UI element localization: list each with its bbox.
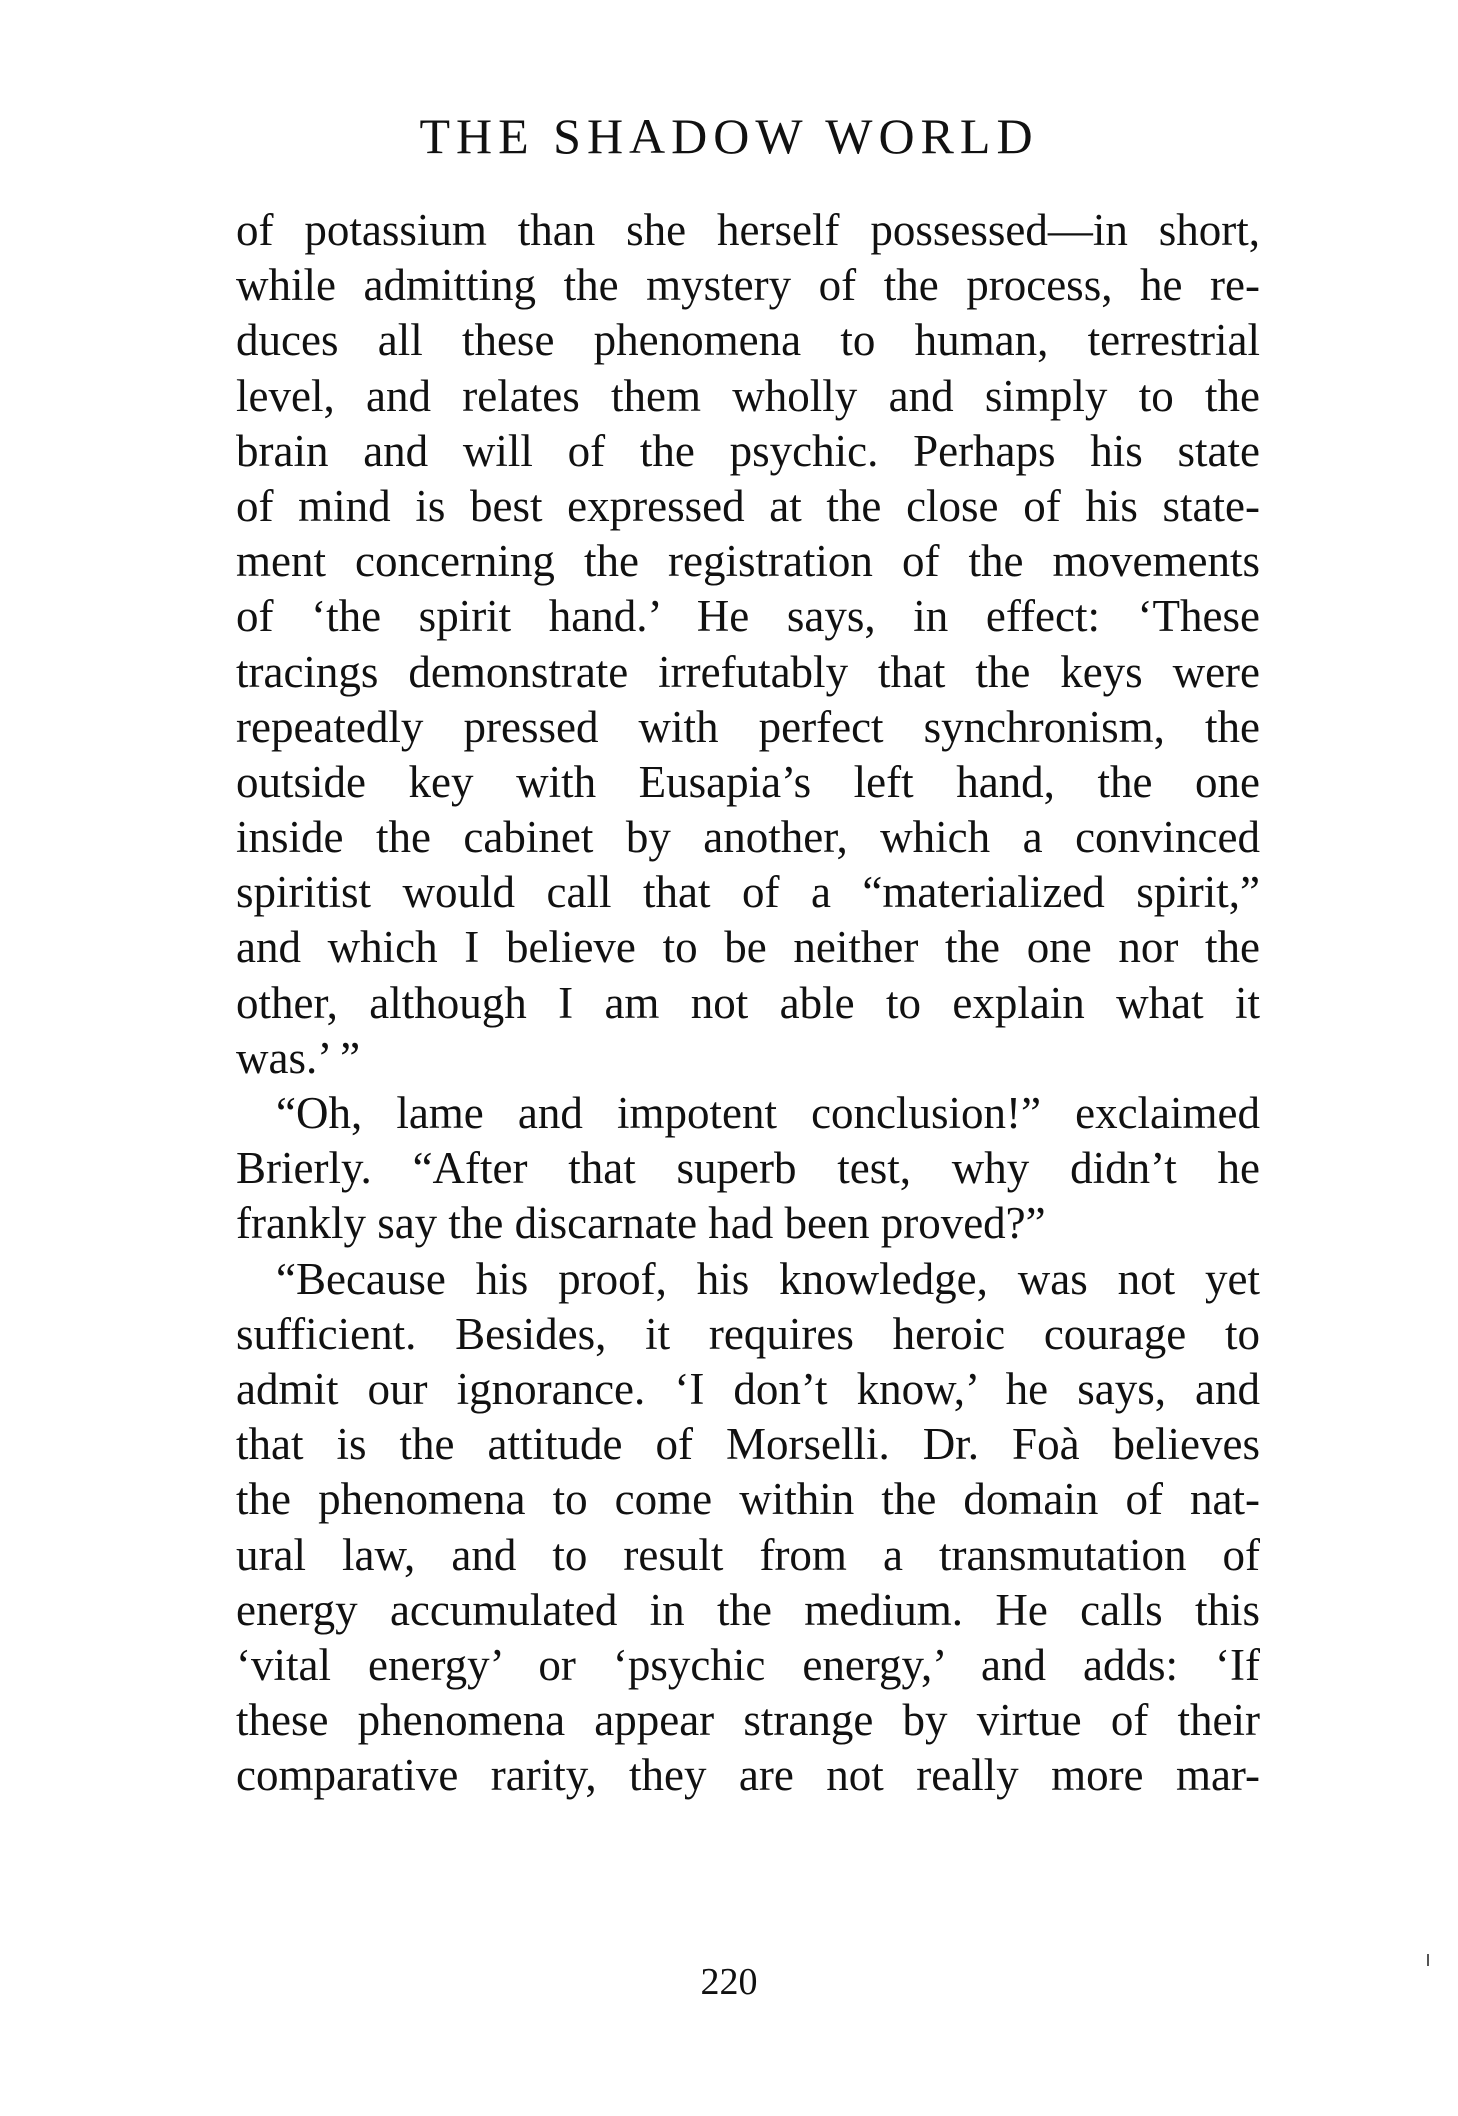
text-line: the phenomena to come within the domain of nat- (236, 1474, 1260, 1525)
text-line: ment concerning the registration of the movements (236, 536, 1260, 587)
text-line: spiritist would call that of a “materialized spirit,” (236, 867, 1260, 918)
text-line: outside key with Eusapia’s left hand, the one (236, 756, 1260, 807)
text-line: tracings demonstrate irrefutably that the keys were (236, 646, 1260, 697)
text-line: admit our ignorance. ‘I don’t know,’ he says, and (236, 1363, 1260, 1414)
text-line: of mind is best expressed at the close of his state- (236, 480, 1260, 531)
text-line: frankly say the discarnate had been proved?” (236, 1198, 1046, 1249)
text-line: ‘vital energy’ or ‘psychic energy,’ and adds: ‘If (236, 1639, 1260, 1690)
body-text (236, 203, 1260, 1803)
text-line: Brierly. “After that superb test, why didn’t he (236, 1143, 1260, 1194)
text-line: energy accumulated in the medium. He calls this (236, 1584, 1260, 1635)
text-line: brain and will of the psychic. Perhaps his state (236, 425, 1260, 476)
text-line: sufficient. Besides, it requires heroic courage to (236, 1308, 1260, 1359)
text-line: “Because his proof, his knowledge, was not yet (276, 1253, 1260, 1304)
text-line: “Oh, lame and impotent conclusion!” exclaimed (276, 1088, 1260, 1138)
text-line: of ‘the spirit hand.’ He says, in effect: ‘These (236, 591, 1260, 642)
text-line: other, although I am not able to explain what it (236, 977, 1260, 1028)
text-line: duces all these phenomena to human, terrestrial (236, 315, 1260, 366)
text-line: level, and relates them wholly and simply to the (236, 370, 1260, 421)
text-line: these phenomena appear strange by virtue of their (236, 1695, 1260, 1746)
text-line: and which I believe to be neither the one nor the (236, 922, 1260, 973)
text-line: inside the cabinet by another, which a convinced (236, 812, 1260, 863)
text-line: that is the attitude of Morselli. Dr. Foà believes (236, 1419, 1260, 1470)
text-line: repeatedly pressed with perfect synchronism, the (236, 701, 1260, 752)
text-line: comparative rarity, they are not really more mar- (236, 1750, 1260, 1801)
page-number: 220 (700, 1961, 758, 2003)
text-line: of potassium than she herself possessed—in short, (236, 205, 1260, 255)
text-line: was.’ ” (236, 1032, 361, 1083)
text-line: ural law, and to result from a transmutation of (236, 1529, 1260, 1580)
text-line: while admitting the mystery of the process, he re- (236, 260, 1260, 311)
running-head-title: THE SHADOW WORLD (419, 108, 1039, 164)
scan-speck (1427, 1954, 1429, 1966)
